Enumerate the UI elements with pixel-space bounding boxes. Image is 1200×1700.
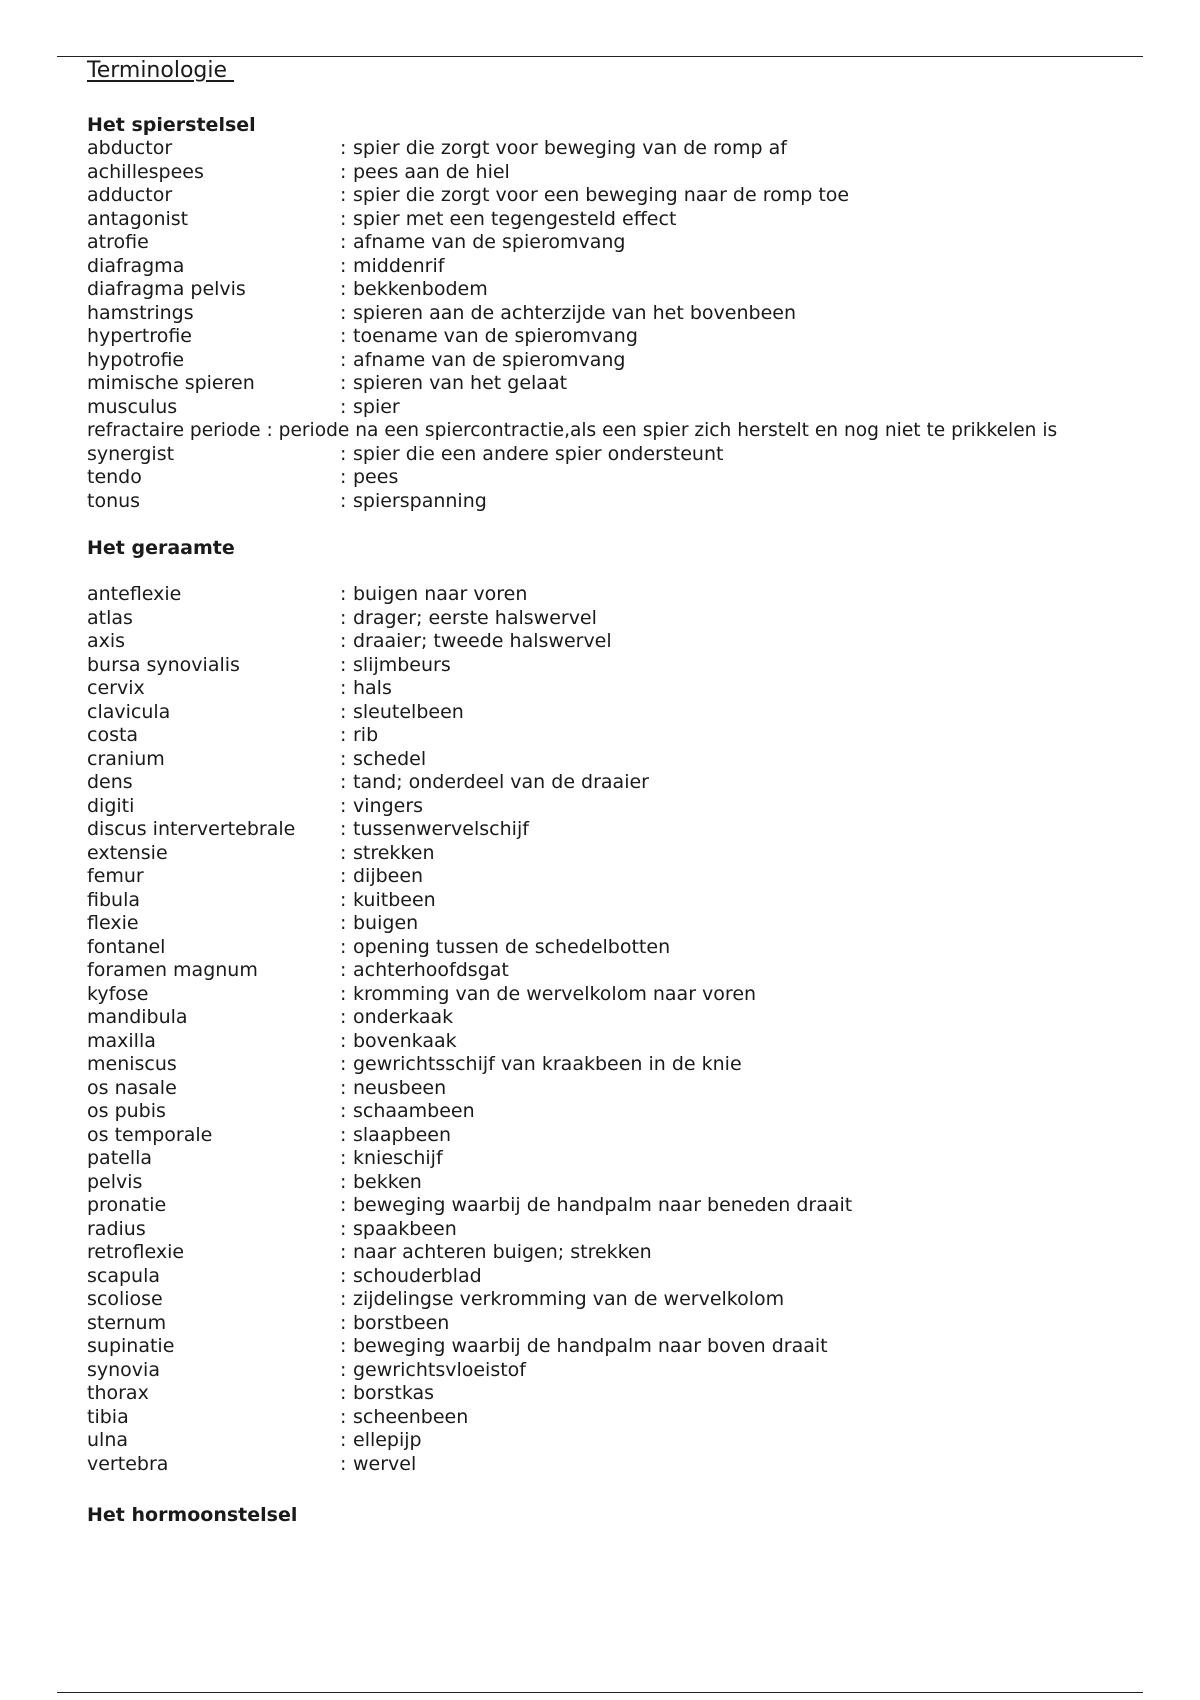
term-definition: buigen naar voren: [353, 583, 528, 605]
term-separator: :: [340, 160, 347, 183]
term-definition: afname van de spieromvang: [353, 348, 626, 371]
term-separator: :: [340, 1452, 347, 1475]
term-name: ulna: [87, 1429, 129, 1451]
term-row: [87, 490, 1147, 514]
term-name: musculus: [87, 395, 178, 418]
term-list: [87, 583, 1147, 1476]
term-name: radius: [87, 1217, 146, 1240]
term-name: atrofie: [87, 231, 149, 253]
term-separator: :: [340, 348, 347, 371]
term-name: diafragma: [87, 254, 185, 277]
term-row: [87, 1124, 1147, 1148]
term-definition: ellepijp: [353, 1429, 422, 1451]
term-name: refractaire periode : periode na een spiercontractie,als een spier zich herstelt en nog niet te prikkelen is: [87, 420, 1058, 441]
term-row: [87, 936, 1147, 960]
term-separator: :: [340, 301, 347, 324]
section-heading: Het spierstelsel: [87, 114, 256, 136]
term-name: fontanel: [87, 935, 166, 958]
term-name: tonus: [87, 489, 141, 512]
term-name: scoliose: [87, 1288, 163, 1310]
term-row: [87, 959, 1147, 983]
term-name: anteflexie: [87, 583, 182, 605]
term-definition: spaakbeen: [353, 1217, 457, 1240]
term-row: [87, 255, 1147, 279]
term-name: fibula: [87, 888, 140, 911]
term-separator: :: [340, 724, 347, 746]
section-hormoonstelsel: [87, 1503, 1147, 1527]
term-name: synergist: [87, 442, 175, 465]
term-row: [87, 607, 1147, 631]
term-separator: :: [340, 935, 347, 958]
term-row: [87, 349, 1147, 373]
term-name: atlas: [87, 606, 133, 629]
term-row: [87, 748, 1147, 772]
term-name: cervix: [87, 677, 145, 699]
term-row: [87, 1100, 1147, 1124]
term-separator: :: [340, 700, 347, 723]
term-separator: :: [340, 372, 347, 394]
term-name: femur: [87, 865, 144, 887]
term-name: bursa synovialis: [87, 653, 240, 676]
term-name: maxilla: [87, 1029, 156, 1052]
footer-rule: [57, 1692, 1143, 1693]
term-definition: draaier; tweede halswervel: [353, 630, 612, 652]
term-definition: knieschijf: [353, 1147, 443, 1169]
term-name: axis: [87, 630, 126, 652]
term-separator: :: [340, 1029, 347, 1052]
term-row: [87, 1312, 1147, 1336]
term-separator: :: [340, 1194, 347, 1216]
term-row: [87, 724, 1147, 748]
term-separator: :: [340, 1405, 347, 1428]
term-name: mimische spieren: [87, 372, 255, 394]
term-separator: :: [340, 254, 347, 277]
term-definition: afname van de spieromvang: [353, 231, 626, 253]
term-name: hamstrings: [87, 301, 194, 324]
term-separator: :: [340, 677, 347, 699]
term-separator: :: [340, 794, 347, 817]
term-row: [87, 184, 1147, 208]
term-name: supinatie: [87, 1335, 175, 1357]
term-row: [87, 396, 1147, 420]
term-definition: wervel: [353, 1452, 417, 1475]
term-row: [87, 1006, 1147, 1030]
term-name: hypertrofie: [87, 325, 192, 347]
term-separator: :: [340, 466, 347, 488]
term-separator: :: [340, 1382, 347, 1404]
section-heading: Het geraamte: [87, 537, 235, 559]
term-definition: schedel: [353, 747, 427, 770]
term-name: os temporale: [87, 1123, 213, 1146]
term-separator: :: [340, 1217, 347, 1240]
term-definition: toename van de spieromvang: [353, 325, 638, 347]
term-definition: pees aan de hiel: [353, 160, 510, 183]
term-separator: :: [340, 771, 347, 793]
term-definition: naar achteren buigen; strekken: [353, 1241, 652, 1263]
term-definition: beweging waarbij de handpalm naar boven draait: [353, 1335, 828, 1357]
term-definition: rib: [353, 724, 379, 746]
term-separator: :: [340, 959, 347, 981]
term-definition: sleutelbeen: [353, 700, 464, 723]
term-name: pelvis: [87, 1170, 143, 1193]
term-definition: schaambeen: [353, 1100, 475, 1122]
term-row: [87, 1382, 1147, 1406]
term-separator: :: [340, 184, 347, 206]
term-definition: achterhoofdsgat: [353, 959, 509, 981]
term-name: tendo: [87, 466, 142, 488]
term-definition: strekken: [353, 841, 435, 864]
term-definition: borstkas: [353, 1382, 435, 1404]
term-separator: :: [340, 1123, 347, 1146]
term-separator: :: [340, 442, 347, 465]
term-row: [87, 419, 1147, 443]
term-name: sternum: [87, 1311, 167, 1334]
term-name: mandibula: [87, 1006, 188, 1028]
term-name: vertebra: [87, 1452, 169, 1475]
term-name: achillespees: [87, 160, 204, 183]
term-name: patella: [87, 1147, 153, 1169]
term-separator: :: [340, 207, 347, 230]
term-separator: :: [340, 278, 347, 300]
term-list: [87, 137, 1147, 513]
term-separator: :: [340, 1264, 347, 1287]
term-separator: :: [340, 1076, 347, 1099]
term-definition: neusbeen: [353, 1076, 447, 1099]
term-row: [87, 231, 1147, 255]
term-separator: :: [340, 1053, 347, 1075]
term-definition: spier die zorgt voor een beweging naar de romp toe: [353, 184, 850, 206]
term-row: [87, 701, 1147, 725]
term-name: os pubis: [87, 1100, 166, 1122]
term-separator: :: [340, 325, 347, 347]
term-separator: :: [340, 1335, 347, 1357]
term-definition: tussenwervelschijf: [353, 818, 529, 840]
term-row: [87, 865, 1147, 889]
term-row: [87, 161, 1147, 185]
term-definition: kuitbeen: [353, 888, 436, 911]
term-row: [87, 818, 1147, 842]
term-name: digiti: [87, 794, 135, 817]
term-separator: :: [340, 395, 347, 418]
term-row: [87, 1429, 1147, 1453]
term-row: [87, 630, 1147, 654]
term-row: [87, 1241, 1147, 1265]
term-name: pronatie: [87, 1194, 167, 1216]
term-row: [87, 677, 1147, 701]
term-definition: onderkaak: [353, 1006, 454, 1028]
term-row: [87, 443, 1147, 467]
term-separator: :: [340, 1358, 347, 1381]
term-separator: :: [340, 818, 347, 840]
term-row: [87, 137, 1147, 161]
term-definition: spier: [353, 395, 400, 418]
spacer: [87, 560, 1147, 583]
term-name: retroflexie: [87, 1241, 185, 1263]
term-definition: spieren aan de achterzijde van het bovenbeen: [353, 301, 796, 324]
term-row: [87, 1147, 1147, 1171]
term-row: [87, 1194, 1147, 1218]
section-spierstelsel: [87, 113, 1147, 513]
term-definition: spierspanning: [353, 489, 487, 512]
term-separator: :: [340, 606, 347, 629]
term-row: [87, 889, 1147, 913]
term-name: flexie: [87, 912, 139, 934]
term-definition: kromming van de wervelkolom naar voren: [353, 982, 757, 1005]
term-separator: :: [340, 583, 347, 605]
term-separator: :: [340, 1006, 347, 1028]
term-separator: :: [340, 1429, 347, 1451]
term-name: extensie: [87, 841, 168, 864]
term-row: [87, 583, 1147, 607]
term-name: antagonist: [87, 207, 189, 230]
term-separator: :: [340, 912, 347, 934]
term-definition: zijdelingse verkromming van de wervelkolom: [353, 1288, 785, 1310]
term-definition: spier met een tegengesteld effect: [353, 207, 677, 230]
term-separator: :: [340, 1288, 347, 1310]
term-separator: :: [340, 1241, 347, 1263]
term-separator: :: [340, 231, 347, 253]
term-definition: beweging waarbij de handpalm naar beneden draait: [353, 1194, 853, 1216]
term-separator: :: [340, 630, 347, 652]
term-name: abductor: [87, 137, 173, 159]
term-definition: drager; eerste halswervel: [353, 606, 597, 629]
term-name: costa: [87, 724, 139, 746]
term-separator: :: [340, 1100, 347, 1122]
term-name: foramen magnum: [87, 959, 258, 981]
term-definition: opening tussen de schedelbotten: [353, 935, 671, 958]
term-definition: hals: [353, 677, 392, 699]
document-title: Terminologie: [87, 58, 235, 83]
term-row: [87, 983, 1147, 1007]
term-definition: middenrif: [353, 254, 445, 277]
term-row: [87, 278, 1147, 302]
term-definition: scheenbeen: [353, 1405, 469, 1428]
term-name: scapula: [87, 1264, 161, 1287]
term-definition: tand; onderdeel van de draaier: [353, 771, 649, 793]
term-definition: schouderblad: [353, 1264, 482, 1287]
term-name: os nasale: [87, 1076, 177, 1099]
term-definition: gewrichtsschijf van kraakbeen in de knie: [353, 1053, 742, 1075]
term-name: kyfose: [87, 982, 149, 1005]
term-name: cranium: [87, 747, 165, 770]
term-row: [87, 1218, 1147, 1242]
term-row: [87, 466, 1147, 490]
term-row: [87, 771, 1147, 795]
term-row: [87, 1077, 1147, 1101]
term-name: dens: [87, 771, 133, 793]
term-definition: pees: [353, 466, 399, 488]
term-row: [87, 1359, 1147, 1383]
term-definition: bekkenbodem: [353, 278, 488, 300]
term-definition: bekken: [353, 1170, 422, 1193]
term-row: [87, 1453, 1147, 1477]
term-definition: gewrichtsvloeistof: [353, 1358, 526, 1381]
term-separator: :: [340, 653, 347, 676]
term-separator: :: [340, 137, 347, 159]
term-separator: :: [340, 982, 347, 1005]
term-name: adductor: [87, 184, 173, 206]
term-row: [87, 208, 1147, 232]
term-row: [87, 325, 1147, 349]
term-separator: :: [340, 841, 347, 864]
term-definition: spier die zorgt voor beweging van de romp af: [353, 137, 787, 159]
term-separator: :: [340, 489, 347, 512]
term-definition: vingers: [353, 794, 424, 817]
term-row: [87, 842, 1147, 866]
term-name: tibia: [87, 1405, 129, 1428]
term-row: [87, 1171, 1147, 1195]
term-row: [87, 372, 1147, 396]
term-definition: dijbeen: [353, 865, 424, 887]
term-separator: :: [340, 1170, 347, 1193]
term-row: [87, 1335, 1147, 1359]
section-geraamte: [87, 536, 1147, 1476]
term-row: [87, 795, 1147, 819]
term-definition: bovenkaak: [353, 1029, 457, 1052]
term-name: hypotrofie: [87, 348, 185, 371]
term-row: [87, 1030, 1147, 1054]
term-name: meniscus: [87, 1053, 177, 1075]
term-definition: spier die een andere spier ondersteunt: [353, 442, 724, 465]
term-separator: :: [340, 1147, 347, 1169]
term-row: [87, 1406, 1147, 1430]
term-row: [87, 302, 1147, 326]
term-definition: slaapbeen: [353, 1123, 452, 1146]
term-row: [87, 912, 1147, 936]
term-row: [87, 1288, 1147, 1312]
section-heading: Het hormoonstelsel: [87, 1504, 298, 1526]
term-name: diafragma pelvis: [87, 278, 246, 300]
term-separator: :: [340, 747, 347, 770]
term-row: [87, 1053, 1147, 1077]
term-row: [87, 1265, 1147, 1289]
term-separator: :: [340, 1311, 347, 1334]
term-name: thorax: [87, 1382, 149, 1404]
term-definition: borstbeen: [353, 1311, 450, 1334]
term-definition: buigen: [353, 912, 419, 934]
term-definition: spieren van het gelaat: [353, 372, 568, 394]
term-definition: slijmbeurs: [353, 653, 451, 676]
term-name: synovia: [87, 1358, 160, 1381]
term-separator: :: [340, 888, 347, 911]
term-name: clavicula: [87, 700, 171, 723]
term-separator: :: [340, 865, 347, 887]
term-row: [87, 654, 1147, 678]
term-name: discus intervertebrale: [87, 818, 296, 840]
